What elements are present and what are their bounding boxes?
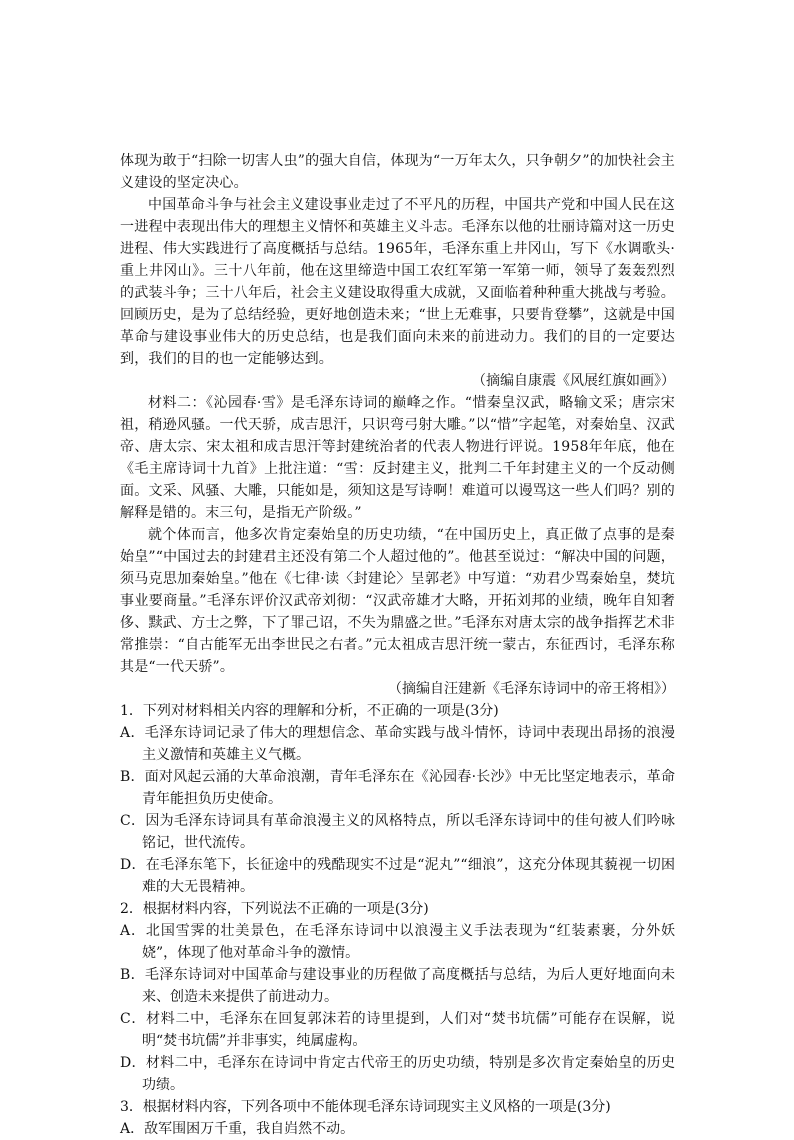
question-2 — [120, 898, 675, 1096]
option-c: C．材料二中，毛泽东在回复郭沫若的诗里提到，人们对“焚书坑儒”可能存在误解，说明“焚书坑儒”并非事实，纯属虚构。 — [120, 1011, 675, 1049]
passage-paragraph-2: 中国革命斗争与社会主义建设事业走过了不平凡的历程，中国共产党和中国人民在这一进程中表现出伟大的理想主义情怀和英雄主义斗志。毛泽东以他的壮丽诗篇对这一历史进程、伟大实践进行了高度概括与总结。1965年，毛泽东重上井冈山，写下《水调歌头·重上井冈山》。三十八年前，他在这里缔造中国工农红军第一军第一师，领导了轰轰烈烈的武装斗争；三十八年后，社会主义建设取得重大成就，又面临着种种重大挑战与考验。回顾历史，是为了总结经验，更好地创造未来；“世上无难事，只要肯登攀”，这就是中国革命与建设事业伟大的历史总结，也是我们面向未来的前进动力。我们的目的一定要达到，我们的目的也一定能够达到。 — [120, 197, 675, 367]
option-d: D．材料二中，毛泽东在诗词中肯定古代帝王的历史功绩，特别是多次肯定秦始皇的历史功绩。 — [120, 1055, 675, 1093]
option-a: A．敌军围困万千重，我自岿然不动。 — [120, 1121, 355, 1137]
question-stem: 1．下列对材料相关内容的理解和分析，不正确的一项是(3分) — [120, 703, 499, 719]
question-stem: 2．根据材料内容，下列说法不正确的一项是(3分) — [120, 901, 429, 917]
question-1 — [120, 700, 675, 898]
option-b: B．面对风起云涌的大革命浪潮，青年毛泽东在《沁园春·长沙》中无比坚定地表示，革命青年能担负历史使命。 — [120, 769, 675, 807]
material-two-paragraph-1: 材料二：《沁园春·雪》是毛泽东诗词的巅峰之作。“惜秦皇汉武，略输文采；唐宗宋祖，稍逊风骚。一代天骄，成吉思汗，只识弯弓射大雕。”以“惜”字起笔，对秦始皇、汉武帝、唐太宗、宋太祖和成吉思汗等封建统治者的代表人物进行评说。1958年年底，他在《毛主席诗词十九首》上批注道：“雪：反封建主义，批判二千年封建主义的一个反动侧面。文采、风骚、大雕，只能如是，须知这是写诗啊！难道可以谩骂这一些人们吗？别的解释是错的。末三句，是指无产阶级。” — [120, 395, 675, 521]
source-citation-1: （摘编自康震《风展红旗如画》） — [472, 373, 675, 389]
option-a: A．毛泽东诗词记录了伟大的理想信念、革命实践与战斗情怀，诗词中表现出昂扬的浪漫主义激情和英雄主义气概。 — [120, 725, 675, 763]
material-two-paragraph-2: 就个体而言，他多次肯定秦始皇的历史功绩，“在中国历史上，真正做了点事的是秦始皇”“中国过去的封建君主还没有第二个人超过他的”。他甚至说过：“解决中国的问题，须马克思加秦始皇。”他在《七律·读〈封建论〉呈郭老》中写道：“劝君少骂秦始皇，焚坑事业要商量。”毛泽东评价汉武帝刘彻：“汉武帝雄才大略，开拓刘邦的业绩，晚年自知奢侈、黩武、方士之弊，下了罪己诏，不失为鼎盛之世。”毛泽东对唐太宗的战争指挥艺术非常推崇：“自古能军无出李世民之右者。”元太祖成吉思汗统一蒙古，东征西讨，毛泽东称其是“一代天骄”。 — [120, 527, 675, 675]
option-d: D．在毛泽东笔下，长征途中的残酷现实不过是“泥丸”“细浪”，这充分体现其藐视一切困难的大无畏精神。 — [120, 857, 675, 895]
question-stem: 3．根据材料内容，下列各项中不能体现毛泽东诗词现实主义风格的一项是(3分) — [120, 1099, 611, 1115]
passage-paragraph-1: 体现为敢于“扫除一切害人虫”的强大自信，体现为“一万年太久，只争朝夕”的加快社会主义建设的坚定决心。 — [120, 153, 675, 191]
option-b: B．毛泽东诗词对中国革命与建设事业的历程做了高度概括与总结，为后人更好地面向未来、创造未来提供了前进动力。 — [120, 967, 675, 1005]
option-a: A．北国雪霁的壮美景色，在毛泽东诗词中以浪漫主义手法表现为“红装素裹，分外妖娆”，体现了他对革命斗争的激情。 — [120, 923, 675, 961]
source-citation-2: （摘编自汪建新《毛泽东诗词中的帝王将相》） — [388, 681, 675, 697]
question-3 — [120, 1096, 675, 1140]
option-c: C．因为毛泽东诗词具有革命浪漫主义的风格特点，所以毛泽东诗词中的佳句被人们吟咏铭记，世代流传。 — [120, 813, 675, 851]
exam-content — [120, 150, 675, 1140]
